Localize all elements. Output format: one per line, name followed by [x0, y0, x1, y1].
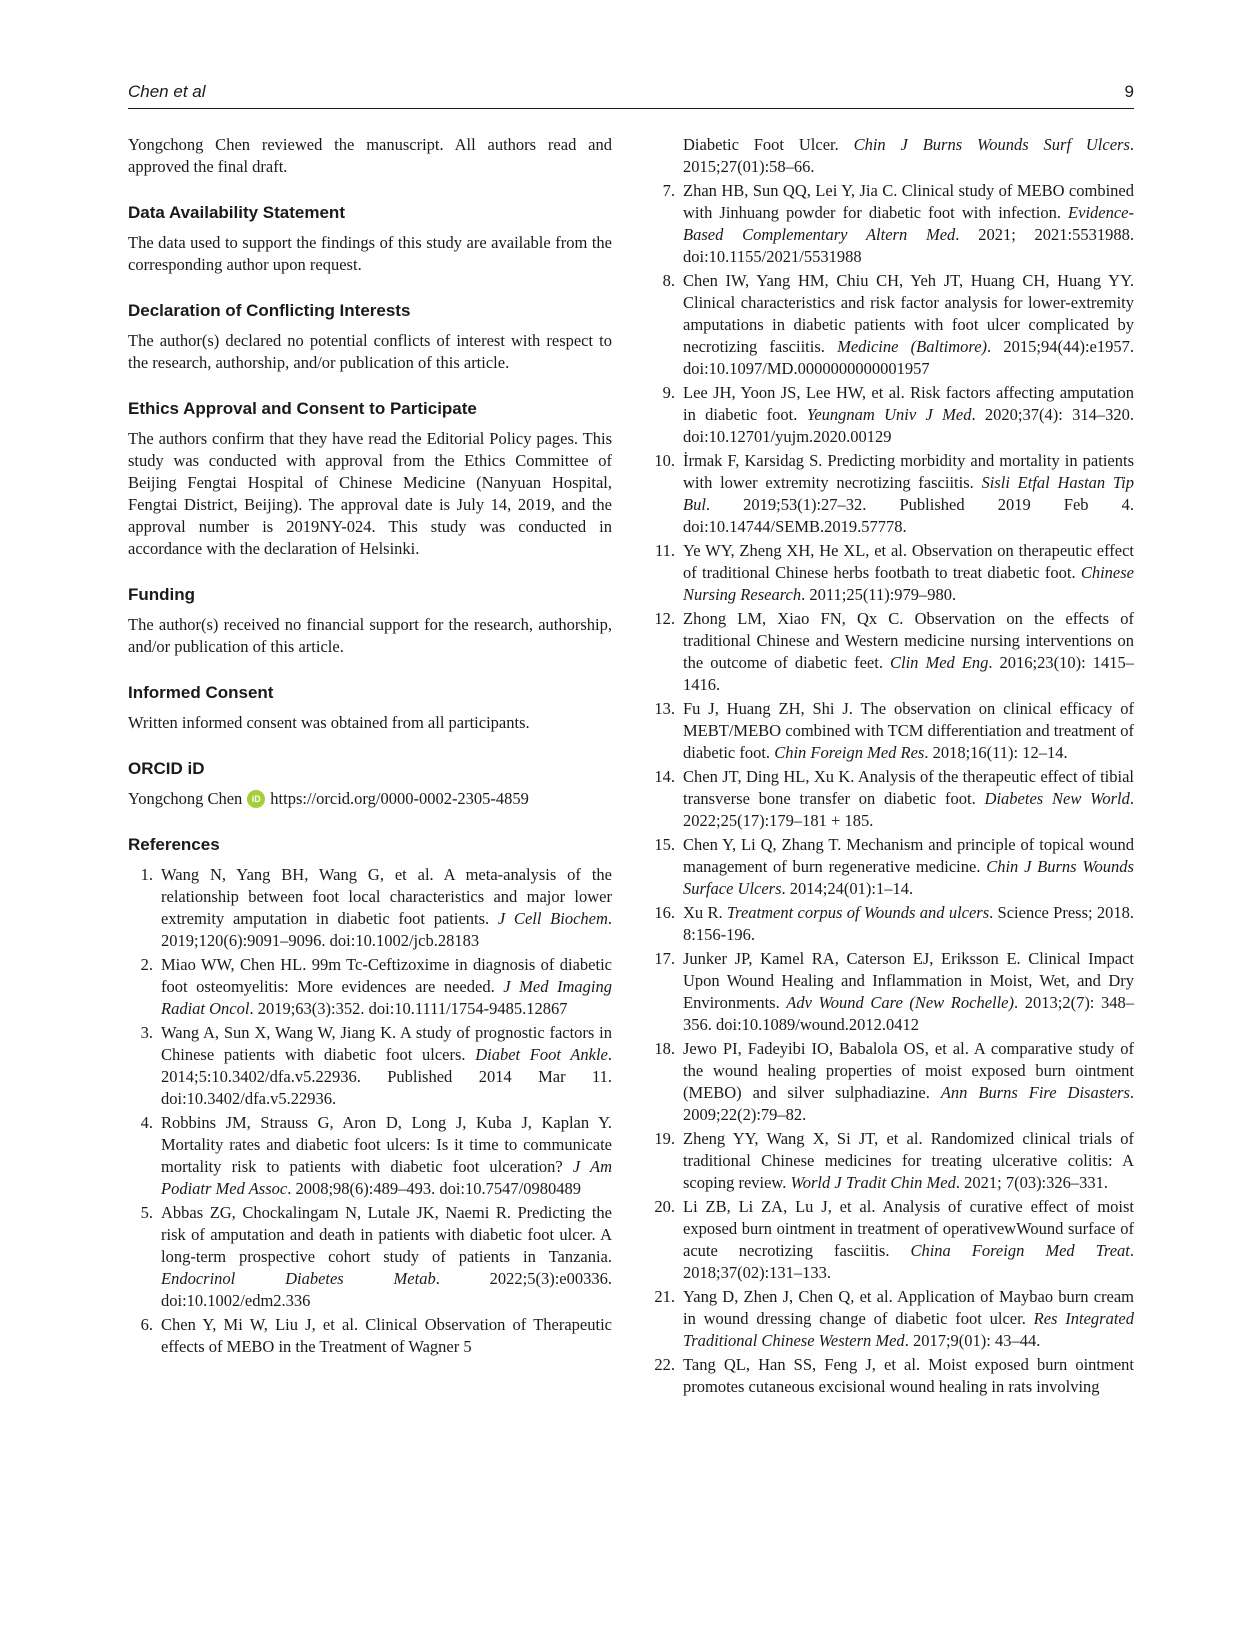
reference-number: 10. — [654, 451, 675, 470]
reference-item — [650, 180, 1134, 268]
reference-number: 9. — [662, 383, 675, 402]
reference-journal: Endocrinol Diabetes Metab — [161, 1269, 436, 1288]
reference-text: Lee JH, Yoon JS, Lee HW, et al. Risk factors affecting amputation in diabetic foot. — [683, 383, 1134, 424]
reference-number: 15. — [654, 835, 675, 854]
reference-text: Fu J, Huang ZH, Shi J. The observation on clinical efficacy of MEBT/MEBO combined with TCM differentiation and treatment of diabetic foot. — [683, 699, 1134, 762]
reference-text: Zhan HB, Sun QQ, Lei Y, Jia C. Clinical study of MEBO combined with Jinhuang powder for diabetic foot with infection. — [683, 181, 1134, 222]
reference-number: 6. — [140, 1315, 153, 1334]
reference-journal: Adv Wound Care (New Rochelle) — [786, 993, 1015, 1012]
reference-item — [650, 450, 1134, 538]
reference-text: Li ZB, Li ZA, Lu J, et al. Analysis of curative effect of moist exposed burn ointment in treatment of operativewWound surface of acute necrotizing fasciitis. — [683, 1197, 1134, 1260]
reference-journal: J Am Podiatr Med Assoc — [161, 1157, 612, 1198]
reference-journal: Diabetes New World — [984, 789, 1130, 808]
orcid-author-name: Yongchong Chen — [128, 789, 243, 808]
reference-journal: Evidence-Based Complementary Altern Med — [683, 203, 1134, 244]
reference-item — [650, 766, 1134, 832]
reference-journal: Chin J Burns Wounds Surface Ulcers — [683, 857, 1134, 898]
reference-number: 17. — [654, 949, 675, 968]
reference-text: . Science Press; 2018. 8:156-196. — [683, 903, 1134, 944]
ethics-section — [128, 398, 612, 560]
running-header — [128, 82, 1134, 109]
reference-text: . 2008;98(6):489–493. doi:10.7547/0980489 — [287, 1179, 581, 1198]
reference-text: Yang D, Zhen J, Chen Q, et al. Application of Maybao burn cream in wound dressing change of diabetic foot ulcer. — [683, 1287, 1134, 1328]
reference-item — [650, 1038, 1134, 1126]
reference-text: Miao WW, Chen HL. 99m Tc-Ceftizoxime in diagnosis of diabetic foot osteomyelitis: More evidences are needed. — [161, 955, 612, 996]
reference-journal: Chinese Nursing Research — [683, 563, 1134, 604]
reference-text: Zhong LM, Xiao FN, Qx C. Observation on the effects of traditional Chinese and Western medicine nursing interventions on the outcome of diabetic feet. — [683, 609, 1134, 672]
orcid-line — [128, 788, 612, 810]
reference-item — [650, 902, 1134, 946]
reference-text: . 2021; 2021:5531988. doi:10.1155/2021/5531988 — [683, 225, 1135, 266]
reference-number: 12. — [654, 609, 675, 628]
reference-number: 1. — [140, 865, 153, 884]
reference-text: . 2019;53(1):27–32. Published 2019 Feb 4. doi:10.14744/SEMB.2019.57778. — [683, 495, 1134, 536]
reference-text: . 2009;22(2):79–82. — [683, 1083, 1134, 1124]
reference-number: 22. — [654, 1355, 675, 1374]
reference-text: Jewo PI, Fadeyibi IO, Babalola OS, et al. A comparative study of the wound healing properties of moist exposed burn ointment (MEBO) and silver sulphadiazine. — [683, 1039, 1134, 1102]
section-text: The author(s) received no financial support for the research, authorship, and/or publication of this article. — [128, 615, 612, 656]
reference-number: 7. — [662, 181, 675, 200]
reference-text: Wang A, Sun X, Wang W, Jiang K. A study of prognostic factors in Chinese patients with diabetic foot ulcers. — [161, 1023, 612, 1064]
reference-item — [128, 1112, 612, 1200]
reference-journal: Res Integrated Traditional Chinese Western Med — [683, 1309, 1134, 1350]
section-heading: Funding — [128, 585, 196, 604]
informed-consent-section — [128, 682, 612, 734]
reference-journal: Diabet Foot Ankle — [475, 1045, 608, 1064]
reference-text: Chen Y, Mi W, Liu J, et al. Clinical Observation of Therapeutic effects of MEBO in the Treatment of Wagner 5 — [161, 1315, 612, 1356]
reference-item — [128, 1202, 612, 1312]
section-heading: Ethics Approval and Consent to Participate — [128, 399, 477, 418]
reference-text: . 2022;25(17):179–181 + 185. — [683, 789, 1134, 830]
reference-text: Diabetic Foot Ulcer. — [683, 135, 854, 154]
reference-text: Ye WY, Zheng XH, He XL, et al. Observation on therapeutic effect of traditional Chinese herbs footbath to treat diabetic foot. — [683, 541, 1134, 582]
reference-text: . 2011;25(11):979–980. — [801, 585, 957, 604]
orcid-icon[interactable]: iD — [247, 790, 265, 808]
reference-journal: Ann Burns Fire Disasters — [940, 1083, 1130, 1102]
running-header-authors: Chen et al — [128, 82, 206, 101]
reference-number: 11. — [654, 541, 675, 560]
reference-text: Xu R. — [683, 903, 727, 922]
reference-number: 4. — [140, 1113, 153, 1132]
left-column — [128, 134, 612, 1360]
reference-journal: Chin J Burns Wounds Surf Ulcers — [853, 135, 1130, 154]
reference-journal: Chin Foreign Med Res — [774, 743, 925, 762]
reference-number: 21. — [654, 1287, 675, 1306]
reference-number: 5. — [140, 1203, 153, 1222]
reference-text: Junker JP, Kamel RA, Caterson EJ, Eriksson E. Clinical Impact Upon Wound Healing and Inflammation in Moist, Wet, and Dry Environments. — [683, 949, 1134, 1012]
reference-text: . 2016;23(10): 1415–1416. — [683, 653, 1134, 694]
reference-text: Robbins JM, Strauss G, Aron D, Long J, Kuba J, Kaplan Y. Mortality rates and diabetic foot ulcers: Is it time to communicate mortality risk to patients with diabetic foot ulceration? — [161, 1113, 612, 1176]
reference-number: 20. — [654, 1197, 675, 1216]
reference-text: . 2019;63(3):352. doi:10.1111/1754-9485.12867 — [249, 999, 568, 1018]
section-text: The authors confirm that they have read the Editorial Policy pages. This study was conducted with approval from the Ethics Committee of Beijing Fengtai Hospital of Chinese Medicine (Nanyuan Hospital, Fengtai District, Beijing). The approval date is July 14, 2019, and the approval number is 2019NY-024. This study was conducted in accordance with the declaration of Helsinki. — [128, 429, 612, 558]
references-heading: References — [128, 835, 220, 854]
author-contributions-tail — [128, 134, 612, 178]
reference-text: . 2019;120(6):9091–9096. doi:10.1002/jcb.28183 — [161, 909, 613, 950]
section-text: The author(s) declared no potential conflicts of interest with respect to the research, authorship, and/or publication of this article. — [128, 331, 612, 372]
reference-text: . 2020;37(4): 314–320. doi:10.12701/yujm.2020.00129 — [683, 405, 1134, 446]
section-heading: Declaration of Conflicting Interests — [128, 301, 411, 320]
reference-journal: China Foreign Med Treat — [910, 1241, 1130, 1260]
reference-journal: Yeungnam Univ J Med — [806, 405, 972, 424]
reference-journal: Clin Med Eng — [889, 653, 989, 672]
reference-text: . 2014;5:10.3402/dfa.v5.22936. Published 2014 Mar 11. doi:10.3402/dfa.v5.22936. — [161, 1045, 612, 1108]
references-section — [128, 834, 612, 1358]
reference-text: . 2018;16(11): 12–14. — [924, 743, 1068, 762]
reference-text: Wang N, Yang BH, Wang G, et al. A meta-analysis of the relationship between foot local characteristics and major lower extremity amputation in diabetic foot patients. — [161, 865, 612, 928]
reference-text: . 2022;5(3):e00336. doi:10.1002/edm2.336 — [161, 1269, 613, 1310]
reference-text: . 2021; 7(03):326–331. — [955, 1173, 1109, 1192]
reference-item — [650, 834, 1134, 900]
reference-item — [650, 948, 1134, 1036]
reference-text: . 2014;24(01):1–14. — [781, 879, 914, 898]
reference-number: 18. — [654, 1039, 675, 1058]
reference-item — [650, 1354, 1134, 1398]
reference-item — [650, 1128, 1134, 1194]
reference-item — [650, 270, 1134, 380]
right-column — [650, 134, 1134, 1400]
reference-text: . 2017;9(01): 43–44. — [904, 1331, 1041, 1350]
reference-item — [650, 1286, 1134, 1352]
reference-number: 13. — [654, 699, 675, 718]
section-text: Written informed consent was obtained from all participants. — [128, 713, 530, 732]
funding-section — [128, 584, 612, 658]
section-heading: ORCID iD — [128, 759, 205, 778]
references-list-right — [650, 180, 1134, 1398]
reference-journal: Sisli Etfal Hastan Tip Bul — [683, 473, 1134, 514]
reference-text: İrmak F, Karsidag S. Predicting morbidity and mortality in patients with lower extremity necrotizing fasciitis. — [683, 451, 1134, 492]
reference-text: Zheng YY, Wang X, Si JT, et al. Randomized clinical trials of traditional Chinese medicines for treating ulcerative colitis: A scoping review. — [683, 1129, 1134, 1192]
orcid-section — [128, 758, 612, 810]
reference-item — [650, 1196, 1134, 1284]
reference-item — [650, 382, 1134, 448]
reference-item — [128, 1022, 612, 1110]
reference-text: . 2015;27(01):58–66. — [683, 135, 1134, 176]
reference-item — [650, 698, 1134, 764]
reference-number: 14. — [654, 767, 675, 786]
data-availability-section — [128, 202, 612, 276]
reference-journal: J Med Imaging Radiat Oncol — [161, 977, 612, 1018]
reference-continuation — [650, 134, 1134, 178]
reference-text: Chen JT, Ding HL, Xu K. Analysis of the therapeutic effect of tibial transverse bone transfer on diabetic foot. — [683, 767, 1134, 808]
reference-item — [650, 608, 1134, 696]
reference-number: 8. — [662, 271, 675, 290]
reference-text: Abbas ZG, Chockalingam N, Lutale JK, Naemi R. Predicting the risk of amputation and death in patients with diabetic foot ulcer. A long-term prospective cohort study of patients in Tanzania. — [161, 1203, 612, 1266]
reference-text: . 2013;2(7): 348–356. doi:10.1089/wound.2012.0412 — [683, 993, 1134, 1034]
reference-number: 3. — [140, 1023, 153, 1042]
conflicts-section — [128, 300, 612, 374]
reference-journal: Medicine (Baltimore) — [837, 337, 988, 356]
reference-item — [128, 1314, 612, 1358]
reference-item — [128, 954, 612, 1020]
reference-text: . 2018;37(02):131–133. — [683, 1241, 1134, 1282]
orcid-link[interactable]: https://orcid.org/0000-0002-2305-4859 — [270, 789, 529, 808]
reference-text: Tang QL, Han SS, Feng J, et al. Moist exposed burn ointment promotes cutaneous excisional wound healing in rats involving — [683, 1355, 1134, 1396]
reference-number: 19. — [654, 1129, 675, 1148]
references-list-left — [128, 864, 612, 1358]
section-text: The data used to support the findings of this study are available from the corresponding author upon request. — [128, 233, 612, 274]
reference-number: 16. — [654, 903, 675, 922]
section-heading: Informed Consent — [128, 683, 274, 702]
reference-item — [128, 864, 612, 952]
reference-text: Chen Y, Li Q, Zhang T. Mechanism and principle of topical wound management of burn regenerative medicine. — [683, 835, 1134, 876]
reference-journal: J Cell Biochem — [497, 909, 608, 928]
section-heading: Data Availability Statement — [128, 203, 345, 222]
reference-text: Chen IW, Yang HM, Chiu CH, Yeh JT, Huang CH, Huang YY. Clinical characteristics and risk factor analysis for lower-extremity amputations in diabetic patients with foot ulcer complicated by necrotizing fasciitis. — [683, 271, 1134, 356]
page-number: 9 — [1124, 82, 1134, 101]
reference-item — [650, 540, 1134, 606]
contributions-text: Yongchong Chen reviewed the manuscript. All authors read and approved the final draft. — [128, 135, 612, 176]
reference-journal: World J Tradit Chin Med — [790, 1173, 956, 1192]
reference-text: . 2015;94(44):e1957. doi:10.1097/MD.0000000000001957 — [683, 337, 1134, 378]
reference-number: 2. — [140, 955, 153, 974]
reference-journal: Treatment corpus of Wounds and ulcers — [726, 903, 990, 922]
